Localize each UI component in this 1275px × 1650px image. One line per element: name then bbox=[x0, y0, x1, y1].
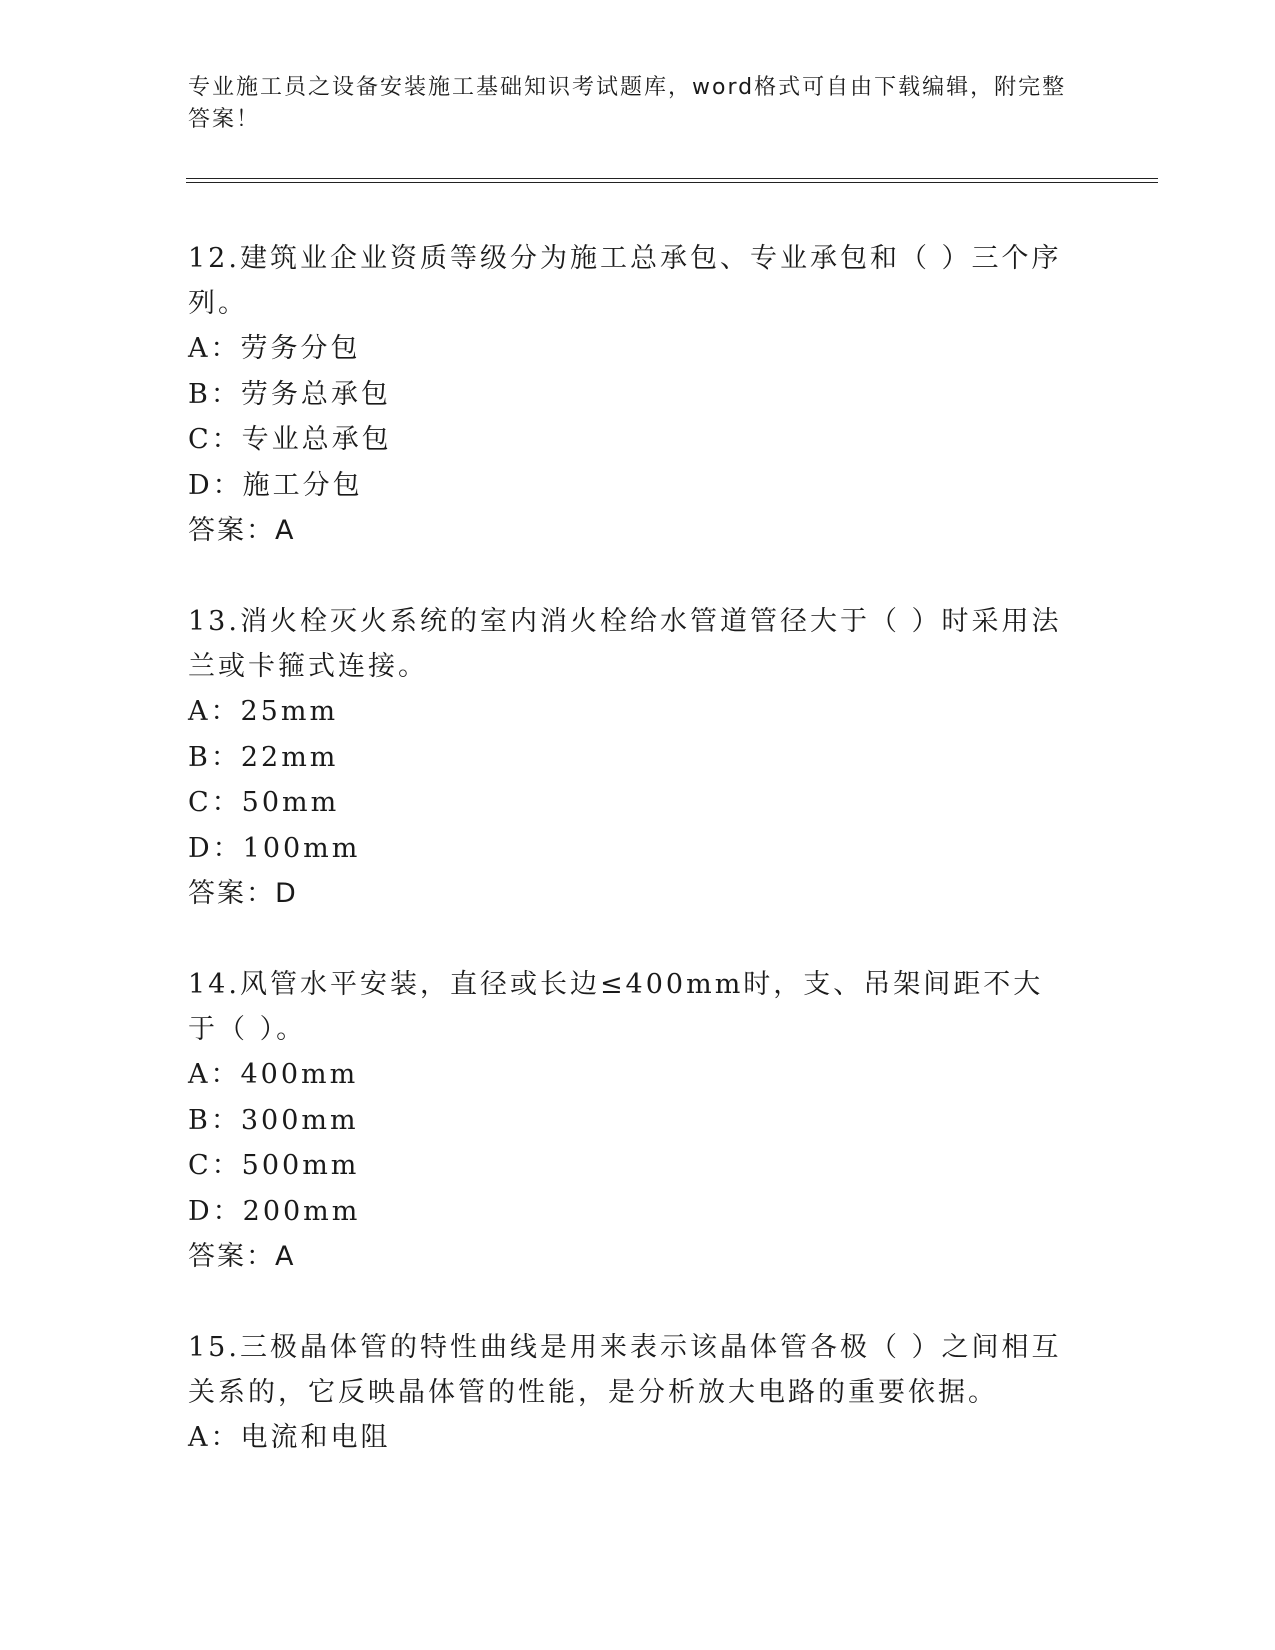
option-c: C：50mm bbox=[188, 787, 340, 818]
question-stem: 13.消火栓灭火系统的室内消火栓给水管道管径大于（ ）时采用法兰或卡箍式连接。 bbox=[188, 606, 1062, 682]
option-b: B：劳务总承包 bbox=[188, 378, 391, 410]
option-d: D：施工分包 bbox=[188, 469, 363, 501]
question-stem: 15.三极晶体管的特性曲线是用来表示该晶体管各极（ ）之间相互关系的，它反映晶体管的性能，是分析放大电路的重要依据。 bbox=[188, 1332, 1062, 1408]
option-d: D：100mm bbox=[188, 832, 361, 864]
question-14 bbox=[188, 962, 1068, 1279]
option-a: A：劳务分包 bbox=[188, 333, 361, 364]
document-header: 专业施工员之设备安装施工基础知识考试题库，word格式可自由下载编辑，附完整答案！ bbox=[188, 75, 1067, 132]
option-b: B：22mm bbox=[188, 741, 339, 773]
option-a: A：400mm bbox=[188, 1059, 359, 1090]
answer: 答案：D bbox=[188, 878, 298, 909]
option-b: B：300mm bbox=[188, 1104, 359, 1136]
question-list bbox=[188, 236, 1068, 1507]
answer: 答案：A bbox=[188, 1241, 296, 1272]
question-stem: 14.风管水平安装，直径或长边≤400mm时，支、吊架间距不大于（ ）。 bbox=[188, 969, 1044, 1045]
header-divider bbox=[186, 178, 1158, 183]
option-c: C：专业总承包 bbox=[188, 424, 392, 455]
option-a: A：25mm bbox=[188, 696, 339, 727]
question-stem: 12.建筑业企业资质等级分为施工总承包、专业承包和（ ）三个序列。 bbox=[188, 243, 1062, 319]
question-15 bbox=[188, 1325, 1068, 1461]
question-12 bbox=[188, 236, 1068, 553]
option-c: C：500mm bbox=[188, 1150, 360, 1181]
answer: 答案：A bbox=[188, 515, 296, 546]
option-d: D：200mm bbox=[188, 1195, 361, 1227]
question-13 bbox=[188, 599, 1068, 916]
option-a: A：电流和电阻 bbox=[188, 1422, 391, 1453]
